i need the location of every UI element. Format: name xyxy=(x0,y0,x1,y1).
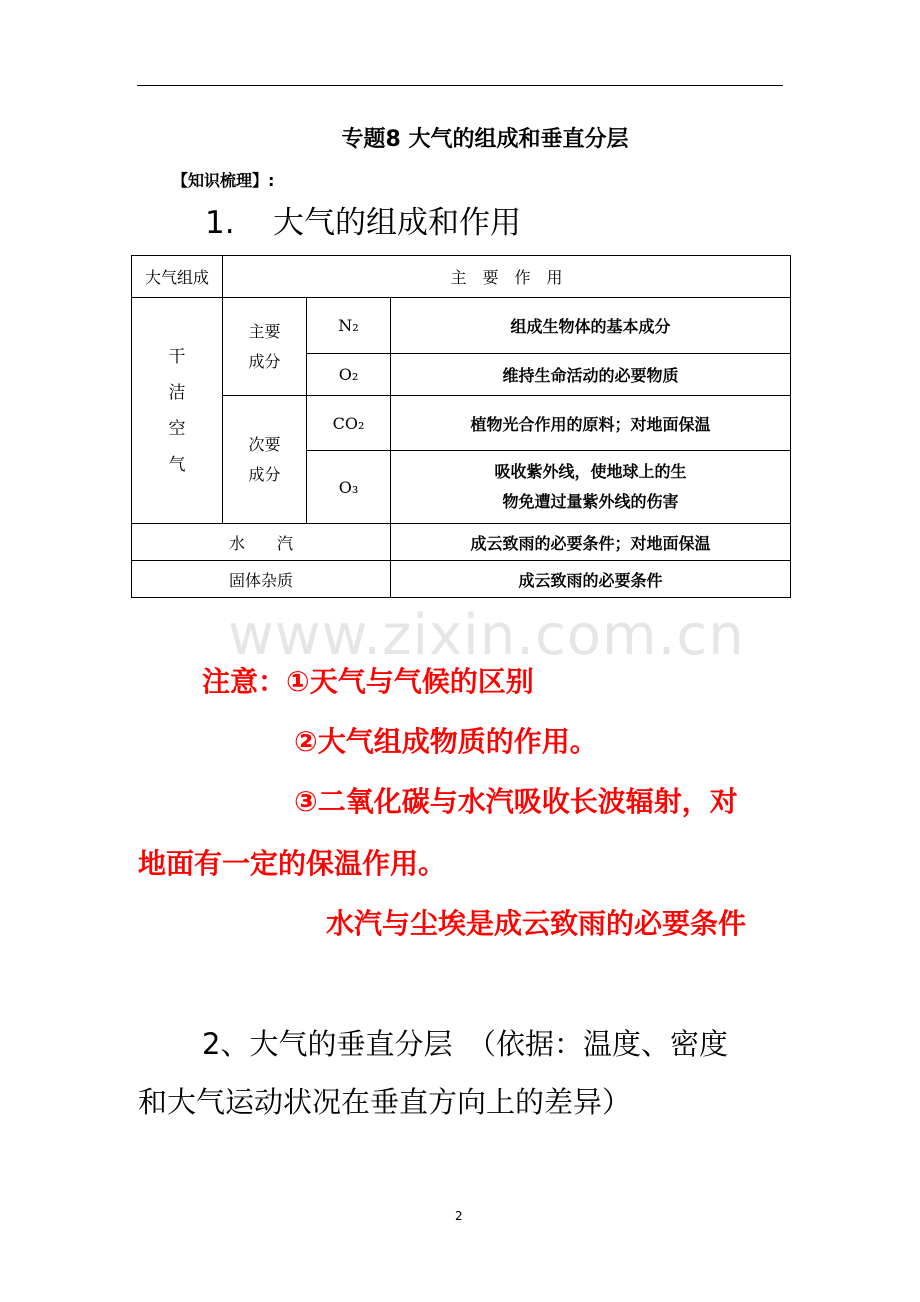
dry-air-cell xyxy=(132,298,223,524)
heading-1-number: 1. xyxy=(205,205,235,241)
role-o3 xyxy=(391,451,791,524)
role-o2: 维持生命活动的必要物质 xyxy=(391,354,791,396)
solids-label: 固体杂质 xyxy=(132,561,391,598)
composition-table xyxy=(131,255,791,598)
heading-1 xyxy=(205,197,521,242)
role-o3-line2: 物免遭过量紫外线的伤害 xyxy=(502,492,679,511)
note-line-1: 注意：①天气与气候的区别 xyxy=(202,665,534,698)
solids-role: 成云致雨的必要条件 xyxy=(391,561,791,598)
table-row xyxy=(132,396,791,451)
role-n2: 组成生物体的基本成分 xyxy=(391,298,791,354)
header-composition: 大气组成 xyxy=(132,256,223,298)
header-function: 主 要 作 用 xyxy=(223,256,791,298)
gas-n2: N₂ xyxy=(307,298,391,354)
dry-air-char: 气 xyxy=(168,454,186,475)
gas-o3: O₃ xyxy=(307,451,391,524)
water-vapor-label: 水 汽 xyxy=(132,524,391,561)
watermark: www.zixin.com.cn xyxy=(228,603,745,668)
dry-air-char: 空 xyxy=(168,418,186,439)
header-rule xyxy=(137,85,783,86)
page-number: 2 xyxy=(455,1209,463,1223)
note-line-5: 水汽与尘埃是成云致雨的必要条件 xyxy=(326,907,747,940)
table-row xyxy=(132,561,791,598)
gas-co2: CO₂ xyxy=(307,396,391,451)
page-title: 专题8 大气的组成和垂直分层 xyxy=(341,127,629,152)
heading-2-line-2: 和大气运动状况在垂直方向上的差异） xyxy=(138,1085,632,1119)
main-components-cell xyxy=(223,298,307,396)
heading-2-line-1: 2、大气的垂直分层 （依据：温度、密度 xyxy=(202,1027,728,1061)
role-o3-line1: 吸收紫外线，使地球上的生 xyxy=(494,462,687,481)
note-line-2: ②大气组成物质的作用。 xyxy=(294,725,598,758)
section-tag: 【知识梳理】: xyxy=(172,171,275,190)
table-row xyxy=(132,298,791,354)
water-vapor-role: 成云致雨的必要条件；对地面保温 xyxy=(391,524,791,561)
heading-1-text: 大气的组成和作用 xyxy=(273,205,521,241)
table-row xyxy=(132,524,791,561)
secondary-components-label: 次要成分 xyxy=(248,434,281,484)
note-line-3: ③二氧化碳与水汽吸收长波辐射，对 xyxy=(294,785,738,818)
main-components-label: 主要成分 xyxy=(248,321,281,371)
dry-air-char: 干 xyxy=(168,346,186,367)
table-header-row xyxy=(132,256,791,298)
note-line-4: 地面有一定的保温作用。 xyxy=(138,847,447,880)
dry-air-char: 洁 xyxy=(168,382,186,403)
role-co2: 植物光合作用的原料；对地面保温 xyxy=(391,396,791,451)
gas-o2: O₂ xyxy=(307,354,391,396)
secondary-components-cell xyxy=(223,396,307,524)
